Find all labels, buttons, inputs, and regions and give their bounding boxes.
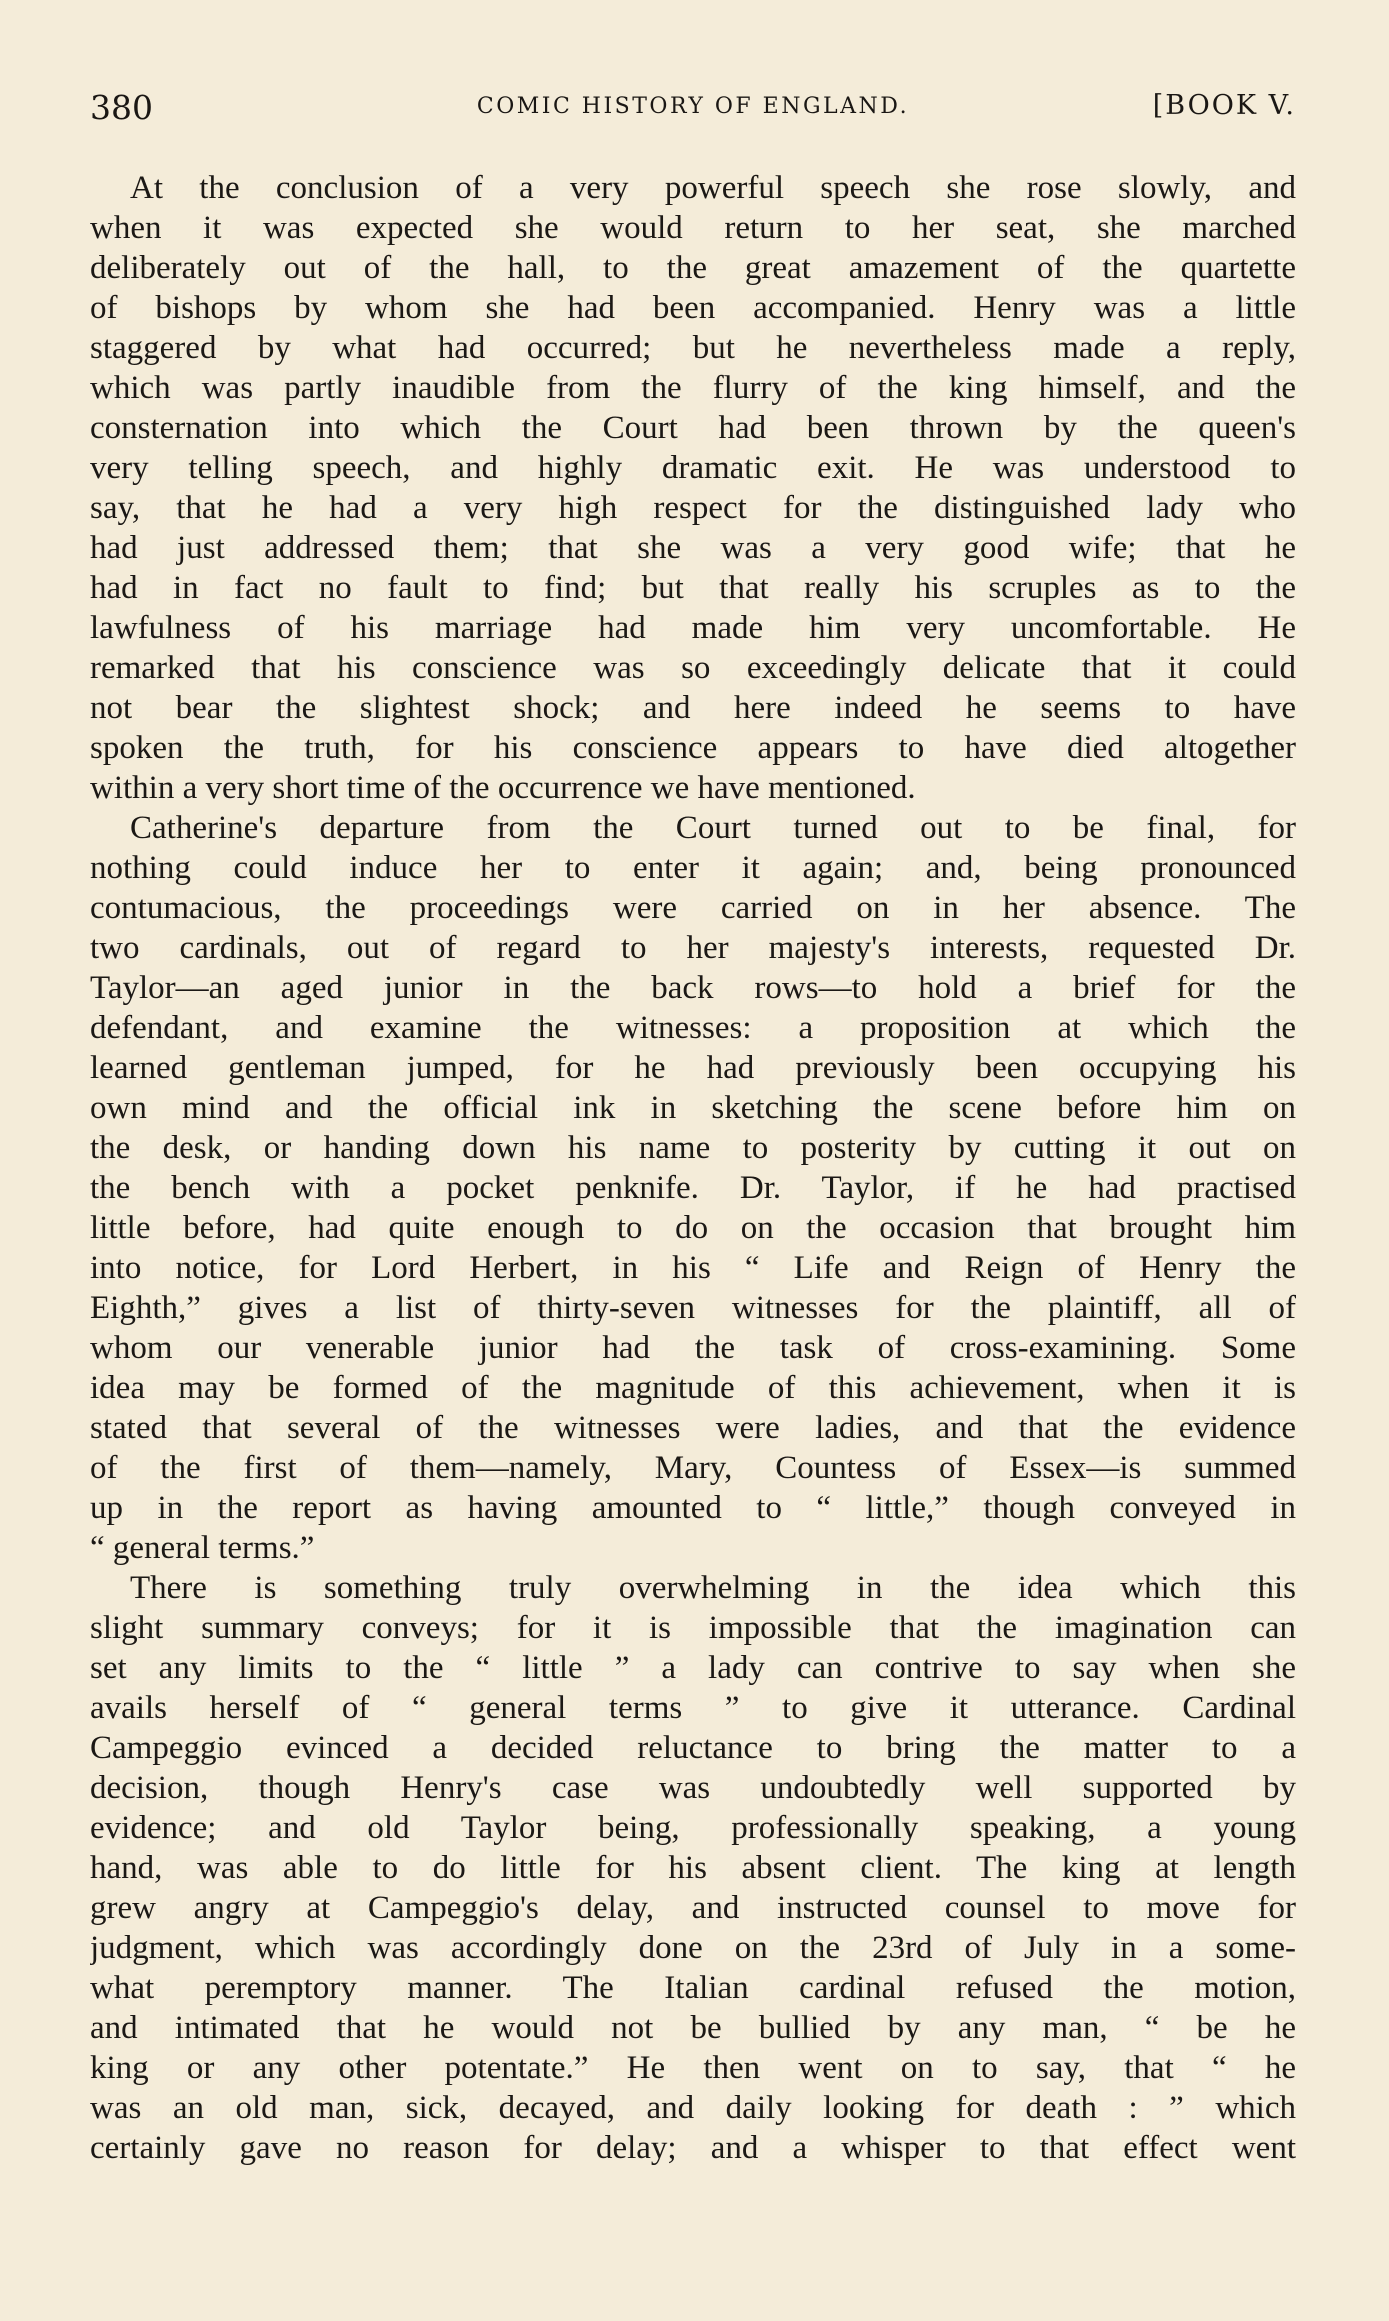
running-title: COMIC HISTORY OF ENGLAND.	[476, 94, 910, 119]
text-line: grew angry at Campeggio's delay, and instructed counsel to move for	[90, 1890, 1296, 1926]
text-line: into notice, for Lord Herbert, in his “ Life and Reign of Henry the	[90, 1250, 1296, 1286]
text-line: and intimated that he would not be bullied by any man, “ be he	[90, 2010, 1296, 2046]
text-line: spoken the truth, for his conscience appears to have died altogether	[90, 730, 1296, 766]
text-line: within a very short time of the occurrence we have mentioned.	[90, 770, 916, 806]
text-line: what peremptory manner. The Italian cardinal refused the motion,	[90, 1970, 1296, 2006]
paragraph-1	[90, 168, 1296, 808]
text-line: not bear the slightest shock; and here indeed he seems to have	[90, 690, 1296, 726]
text-line: “ general terms.”	[90, 1530, 315, 1566]
body-text	[90, 168, 1296, 2168]
text-line: staggered by what had occurred; but he nevertheless made a reply,	[90, 330, 1296, 366]
text-line: lawfulness of his marriage had made him very uncomfortable. He	[90, 610, 1296, 646]
text-line: little before, had quite enough to do on the occasion that brought him	[90, 1210, 1296, 1246]
text-line: Campeggio evinced a decided reluctance to bring the matter to a	[90, 1730, 1296, 1766]
running-header	[90, 88, 1296, 138]
text-line: judgment, which was accordingly done on the 23rd of July in a some-	[90, 1930, 1296, 1966]
text-line: set any limits to the “ little ” a lady can contrive to say when she	[90, 1650, 1296, 1686]
text-line: evidence; and old Taylor being, professionally speaking, a young	[90, 1810, 1296, 1846]
text-line: very telling speech, and highly dramatic exit. He was understood to	[90, 450, 1296, 486]
text-line: king or any other potentate.” He then went on to say, that “ he	[90, 2050, 1296, 2086]
text-line: had in fact no fault to find; but that really his scruples as to the	[90, 570, 1296, 606]
text-line: Eighth,” gives a list of thirty-seven witnesses for the plaintiff, all of	[90, 1290, 1296, 1326]
text-line: had just addressed them; that she was a very good wife; that he	[90, 530, 1296, 566]
text-line: the bench with a pocket penknife. Dr. Taylor, if he had practised	[90, 1170, 1296, 1206]
text-line: Taylor—an aged junior in the back rows—to hold a brief for the	[90, 970, 1296, 1006]
text-line: slight summary conveys; for it is impossible that the imagination can	[90, 1610, 1296, 1646]
text-line: the desk, or handing down his name to posterity by cutting it out on	[90, 1130, 1296, 1166]
text-line: when it was expected she would return to her seat, she marched	[90, 210, 1296, 246]
text-line: which was partly inaudible from the flurry of the king himself, and the	[90, 370, 1296, 406]
text-line: avails herself of “ general terms ” to give it utterance. Cardinal	[90, 1690, 1296, 1726]
text-line: nothing could induce her to enter it again; and, being pronounced	[90, 850, 1296, 886]
text-line: of the first of them—namely, Mary, Countess of Essex—is summed	[90, 1450, 1296, 1486]
text-line: stated that several of the witnesses were ladies, and that the evidence	[90, 1410, 1296, 1446]
text-line: remarked that his conscience was so exceedingly delicate that it could	[90, 650, 1296, 686]
text-line: was an old man, sick, decayed, and daily looking for death : ” which	[90, 2090, 1296, 2126]
text-line: hand, was able to do little for his absent client. The king at length	[90, 1850, 1296, 1886]
text-line: contumacious, the proceedings were carried on in her absence. The	[90, 890, 1296, 926]
text-line: of bishops by whom she had been accompanied. Henry was a little	[90, 290, 1296, 326]
text-line: Catherine's departure from the Court turned out to be final, for	[130, 810, 1296, 846]
page-number: 380	[90, 88, 153, 127]
text-line: consternation into which the Court had been thrown by the queen's	[90, 410, 1296, 446]
text-line: up in the report as having amounted to “ little,” though conveyed in	[90, 1490, 1296, 1526]
text-line: two cardinals, out of regard to her majesty's interests, requested Dr.	[90, 930, 1296, 966]
text-line: certainly gave no reason for delay; and a whisper to that effect went	[90, 2130, 1296, 2166]
text-line: There is something truly overwhelming in the idea which this	[130, 1570, 1296, 1606]
text-line: decision, though Henry's case was undoubtedly well supported by	[90, 1770, 1296, 1806]
paragraph-3	[90, 1568, 1296, 2168]
text-line: own mind and the official ink in sketching the scene before him on	[90, 1090, 1296, 1126]
text-line: deliberately out of the hall, to the great amazement of the quartette	[90, 250, 1296, 286]
text-line: At the conclusion of a very powerful speech she rose slowly, and	[130, 170, 1296, 206]
text-line: say, that he had a very high respect for the distinguished lady who	[90, 490, 1296, 526]
paragraph-2	[90, 808, 1296, 1568]
text-line: learned gentleman jumped, for he had previously been occupying his	[90, 1050, 1296, 1086]
text-line: whom our venerable junior had the task of cross-examining. Some	[90, 1330, 1296, 1366]
book-label: [BOOK V.	[1152, 90, 1296, 121]
text-line: defendant, and examine the witnesses: a proposition at which the	[90, 1010, 1296, 1046]
text-line: idea may be formed of the magnitude of this achievement, when it is	[90, 1370, 1296, 1406]
